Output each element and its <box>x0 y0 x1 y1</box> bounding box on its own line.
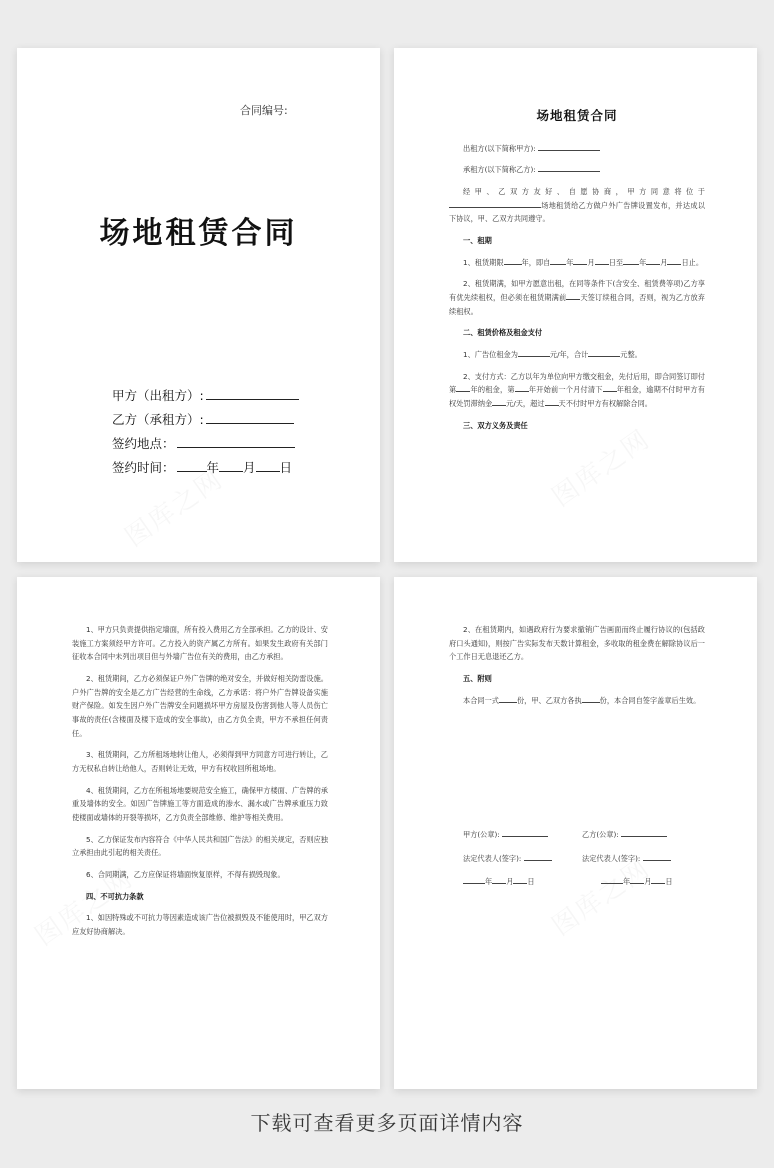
lessee-line <box>449 163 705 177</box>
party-a-rep <box>463 852 552 864</box>
blank <box>566 291 580 300</box>
party-b-blank <box>206 410 294 424</box>
blank <box>601 875 623 884</box>
blank <box>550 256 566 265</box>
clause <box>449 277 705 318</box>
year-label: 年 <box>206 460 220 475</box>
blank <box>588 348 620 357</box>
text: 1、广告位租金为 <box>463 350 518 360</box>
month-blank <box>219 458 243 472</box>
blank <box>595 256 609 265</box>
text: 天不付时甲方有权解除合同。 <box>558 399 652 409</box>
blank <box>621 828 667 837</box>
contract-page-2 <box>17 577 380 1089</box>
text: 年 <box>566 257 574 267</box>
sign-place-label: 签约地点： <box>112 436 175 451</box>
day-blank <box>256 458 280 472</box>
text: 月 <box>660 257 668 267</box>
clause: 2、在租赁期内，如遇政府行为要求撤销广告画面而终止履行协议的(包括政府口头通知)，则按广告实际发布天数计算租金，多收取的租金费在解除协议后一个工作日无息退还乙方。 <box>449 625 705 662</box>
text: 份，本合同自签字盖章后生效。 <box>599 695 701 705</box>
section-heading: 二、租赁价格及租金支付 <box>463 328 543 338</box>
day-label: 日 <box>279 460 293 475</box>
text: 元/年，合计 <box>549 350 589 360</box>
blank <box>504 256 522 265</box>
clause: 2、租赁期间，乙方必须保证户外广告牌的绝对安全，并做好相关防雷设施。户外广告牌的安全是乙方广告经营的生命线，乙方承诺：将户外广告牌设备实施财产保险。如发生因户外广告牌安全问题损坏甲方房屋及伤害到他人等人员伤亡事故的责任(含楼面及楼下造成的安全事故)，由乙方负全责，甲方不承担任何责任。 <box>72 674 328 738</box>
text: 甲方(公章): <box>463 830 500 839</box>
contract-page-3 <box>394 577 757 1089</box>
blank <box>545 397 559 406</box>
blank <box>499 694 517 703</box>
year-blank <box>177 458 207 472</box>
text: 月 <box>587 257 595 267</box>
blank <box>515 383 529 392</box>
clause: 5、乙方保证发布内容符合《中华人民共和国广告法》的相关规定，否则应独立承担由此引起的相关责任。 <box>72 834 328 858</box>
party-a-label: 甲方（出租方）: <box>112 388 204 403</box>
cover-title: 场地租赁合同 <box>99 216 298 251</box>
blank <box>513 875 527 884</box>
blank <box>524 852 552 861</box>
text: 日 <box>527 877 535 886</box>
sign-place-blank <box>177 434 295 448</box>
blank <box>463 875 485 884</box>
blank <box>538 142 600 151</box>
party-a-date <box>463 875 535 887</box>
text: 年的租金，第 <box>470 385 515 395</box>
sign-place-row <box>112 434 299 458</box>
clause: 6、合同期满，乙方应保证将墙面恢复原样，不得有损毁现象。 <box>86 870 285 880</box>
text: 天签订续租合同，否则，视为乙方放弃续租权。 <box>449 293 705 316</box>
text: 年 <box>623 877 631 886</box>
download-caption: 下载可查看更多页面详情内容 <box>250 1111 524 1135</box>
text: 年租金，逾期不付时甲方有权处罚滞纳金 <box>449 385 705 409</box>
blank <box>603 383 617 392</box>
text: 年 <box>485 877 493 886</box>
text: 年开始前一个月付清下 <box>528 385 603 395</box>
blank <box>492 397 506 406</box>
text: 2、支付方式：乙方以年为单位向甲方缴交租金，先付后用，即合同签订即付第 <box>449 371 705 395</box>
clause <box>449 370 705 411</box>
clause <box>449 348 705 362</box>
contract-number-label: 合同编号: <box>240 104 288 117</box>
text: 日至 <box>608 257 624 267</box>
lessor-line <box>449 142 705 156</box>
cover-fields <box>112 386 299 482</box>
page-body <box>72 623 328 947</box>
lessee-label: 承租方(以下简称乙方): <box>463 165 536 175</box>
party-b-date <box>601 875 673 887</box>
blank <box>518 348 550 357</box>
clause: 3、租赁期间，乙方所租场地转让他人，必须得到甲方同意方可进行转让，乙方无权私自转让给他人，否则转让无效，甲方有权收回所租场地。 <box>72 750 328 774</box>
text: 年 <box>639 257 647 267</box>
text: 月 <box>644 877 652 886</box>
text: 场地租赁给乙方做户外广告牌设置发布，并达成以下协议，甲、乙双方共同遵守。 <box>449 200 705 224</box>
text: 月 <box>506 877 514 886</box>
section-heading: 三、双方义务及责任 <box>463 420 528 430</box>
text: 经甲、乙双方友好、自愿协商，甲方同意将位于 <box>463 187 705 197</box>
lessor-label: 出租方(以下简称甲方): <box>463 143 536 153</box>
section-heading: 五、附则 <box>463 674 492 684</box>
month-label: 月 <box>243 460 256 475</box>
cover-page <box>17 48 380 562</box>
blank <box>623 256 639 265</box>
blank <box>646 256 660 265</box>
page-body <box>449 48 705 441</box>
text: 元整。 <box>620 350 642 360</box>
text: 日止。 <box>681 257 704 267</box>
party-a-row <box>112 386 299 410</box>
text: 年，即自 <box>521 257 551 267</box>
text: 2、租赁期满，如甲方愿意出租，在同等条件下(含安全、租赁费等项)乙方享有优先续租权，但必须在租赁期满前 <box>449 279 705 303</box>
blank <box>449 199 541 208</box>
blank <box>456 383 470 392</box>
section-heading: 一、租期 <box>463 236 492 246</box>
blank <box>643 852 671 861</box>
text: 1、租赁期限 <box>463 257 504 267</box>
blank <box>651 875 665 884</box>
blank <box>582 694 600 703</box>
party-b-rep <box>582 852 671 864</box>
clause: 1、如因特殊或不可抗力等因素造成该广告位被损毁及不能使用时，甲乙双方应友好协商解决。 <box>72 913 328 937</box>
clause <box>449 256 705 270</box>
text: 乙方(公章): <box>582 830 619 839</box>
clause: 1、甲方只负责提供指定墙面，所有投入费用乙方全部承担。乙方的设计、安装施工方案须经甲方许可。乙方投入的资产属乙方所有。如果发生政府有关部门征收本合同中未列出项目但与外墙广告位有关的费用，由乙方承担。 <box>72 625 328 662</box>
party-b-seal <box>582 828 667 840</box>
blank <box>492 875 506 884</box>
section-heading: 四、不可抗力条款 <box>86 891 144 901</box>
text: 日 <box>665 877 673 886</box>
blank <box>630 875 644 884</box>
sign-time-label: 签约时间： <box>112 460 175 475</box>
blank <box>573 256 587 265</box>
page-title: 场地租赁合同 <box>536 108 618 123</box>
intro-paragraph <box>449 185 705 226</box>
sign-time-row <box>112 458 299 482</box>
text: 法定代表人(签字): <box>463 854 522 863</box>
copies-clause <box>449 694 705 708</box>
blank <box>667 256 681 265</box>
party-a-blank <box>206 386 299 400</box>
clause: 4、租赁期间，乙方在所租场地要规范安全施工，确保甲方楼面、广告牌的承重及墙体的安全。如因广告牌施工等方面造成的渗水、漏水或广告牌承重压力致使楼面或墙体的开裂等损坏，乙方负责全部维修、维护等相关费用。 <box>72 785 328 823</box>
text: 法定代表人(签字): <box>582 854 641 863</box>
text: 份，甲、乙双方各执 <box>516 695 582 705</box>
party-a-seal <box>463 828 548 840</box>
blank <box>502 828 548 837</box>
blank <box>538 163 600 172</box>
contract-page-1 <box>394 48 757 562</box>
party-b-row <box>112 410 299 434</box>
text: 元/天，超过 <box>506 399 545 409</box>
party-b-label: 乙方（承租方）: <box>112 412 204 427</box>
text: 本合同一式 <box>463 695 499 705</box>
page-body <box>449 623 705 715</box>
